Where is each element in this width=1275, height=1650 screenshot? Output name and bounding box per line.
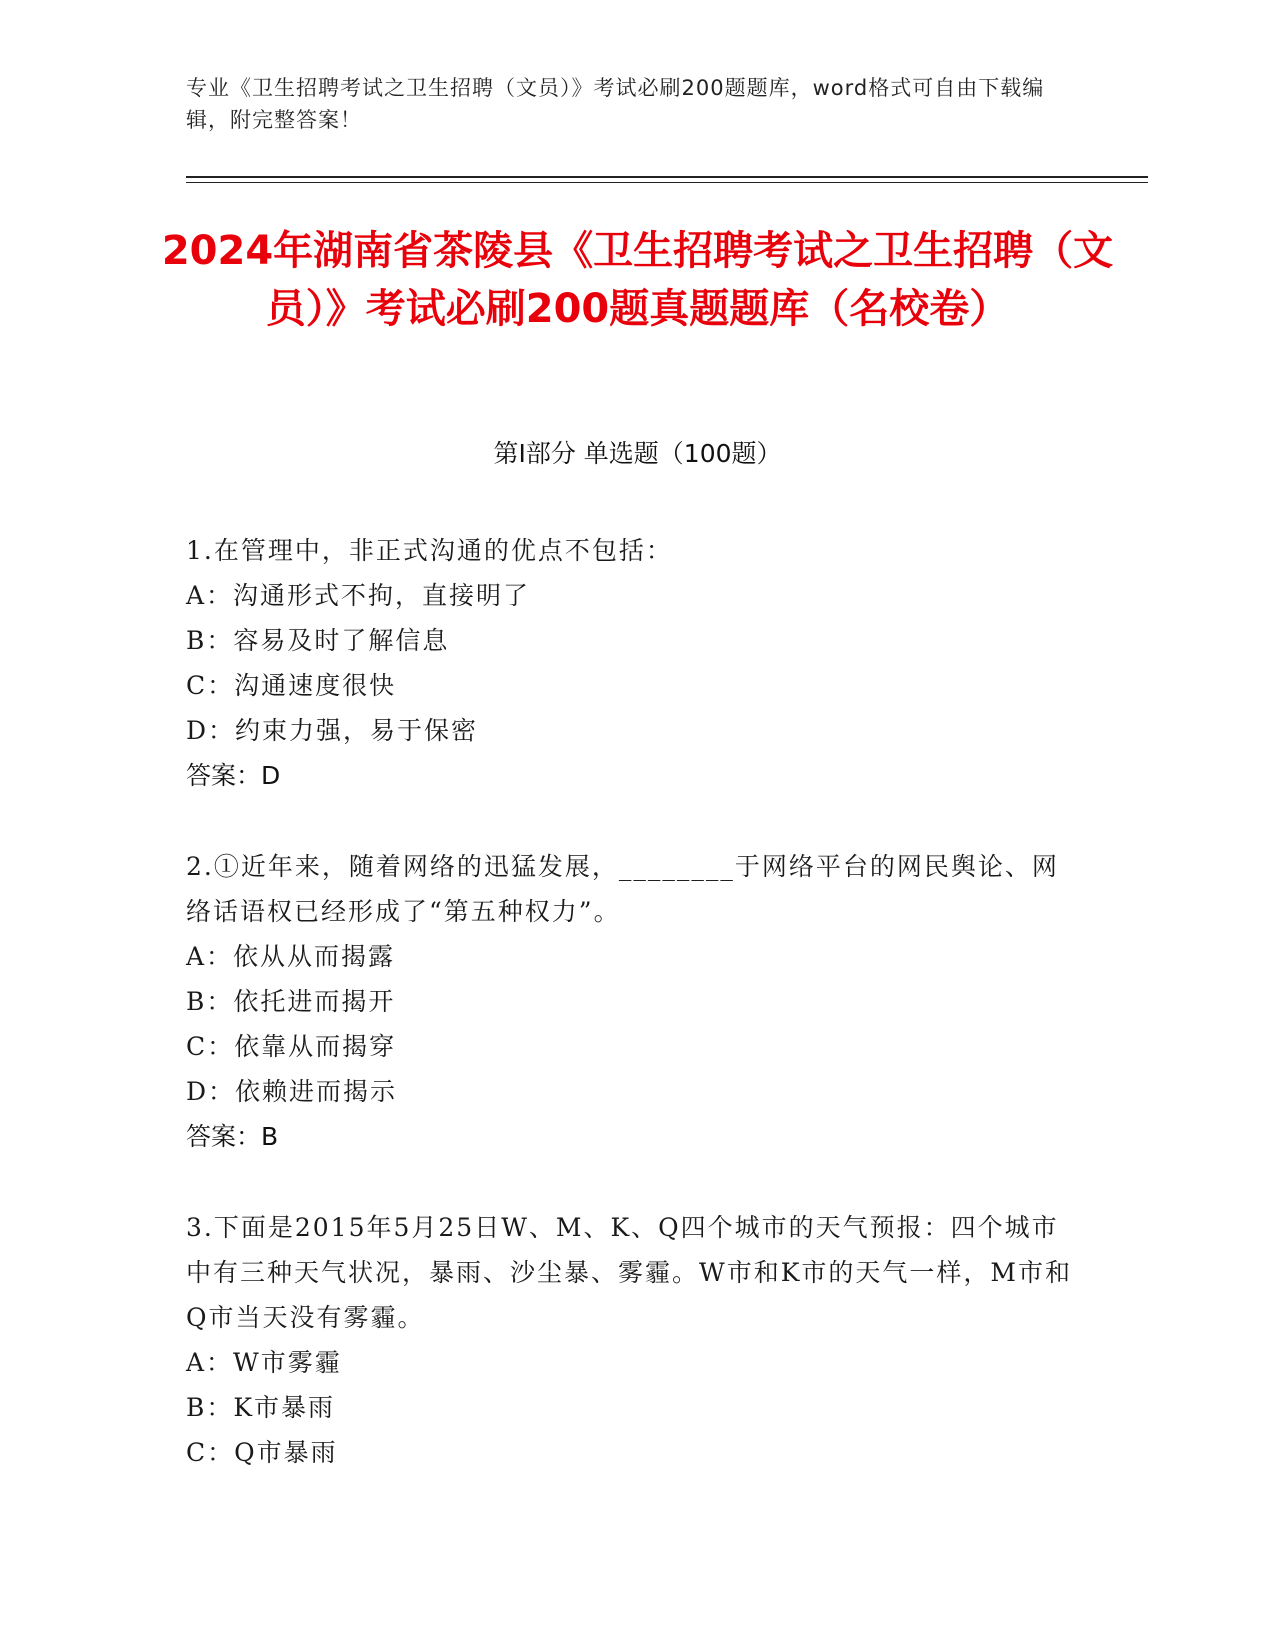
header-note: 专业《卫生招聘考试之卫生招聘（文员）》考试必刷200题题库，word格式可自由下载编辑，附完整答案！ xyxy=(186,76,1045,132)
question-3 xyxy=(186,1205,1076,1475)
option-d: D：依赖进而揭示 xyxy=(186,1077,398,1106)
option-a: A：W市雾霾 xyxy=(186,1348,342,1377)
option-d: D：约束力强，易于保密 xyxy=(186,716,479,745)
section-heading: 第Ⅰ部分 单选题（100题） xyxy=(493,439,782,468)
option-b: B：K市暴雨 xyxy=(186,1393,336,1422)
answer: 答案：B xyxy=(186,1122,279,1151)
option-c: C：沟通速度很快 xyxy=(186,671,397,700)
answer: 答案：D xyxy=(186,761,281,790)
question-stem: 2.①近年来，随着网络的迅猛发展，________于网络平台的网民舆论、网络话语权已经形成了“第五种权力”。 xyxy=(186,852,1059,926)
option-c: C：Q市暴雨 xyxy=(186,1438,338,1467)
option-b: B：容易及时了解信息 xyxy=(186,626,450,655)
header-divider-thick xyxy=(186,176,1148,178)
question-stem: 1.在管理中，非正式沟通的优点不包括： xyxy=(186,536,673,565)
question-2 xyxy=(186,844,1076,1159)
option-a: A：依从从而揭露 xyxy=(186,942,396,971)
question-list xyxy=(186,528,1076,1521)
option-a: A：沟通形式不拘，直接明了 xyxy=(186,581,531,610)
header-divider-thin xyxy=(186,182,1148,183)
document-title: 2024年湖南省茶陵县《卫生招聘考试之卫生招聘（文员）》考试必刷200题真题题库（名校卷） xyxy=(161,228,1114,332)
option-c: C：依靠从而揭穿 xyxy=(186,1032,397,1061)
option-b: B：依托进而揭开 xyxy=(186,987,396,1016)
question-1 xyxy=(186,528,1076,798)
question-stem: 3.下面是2015年5月25日W、M、K、Q四个城市的天气预报：四个城市中有三种天气状况，暴雨、沙尘暴、雾霾。W市和K市的天气一样，M市和Q市当天没有雾霾。 xyxy=(186,1213,1072,1332)
